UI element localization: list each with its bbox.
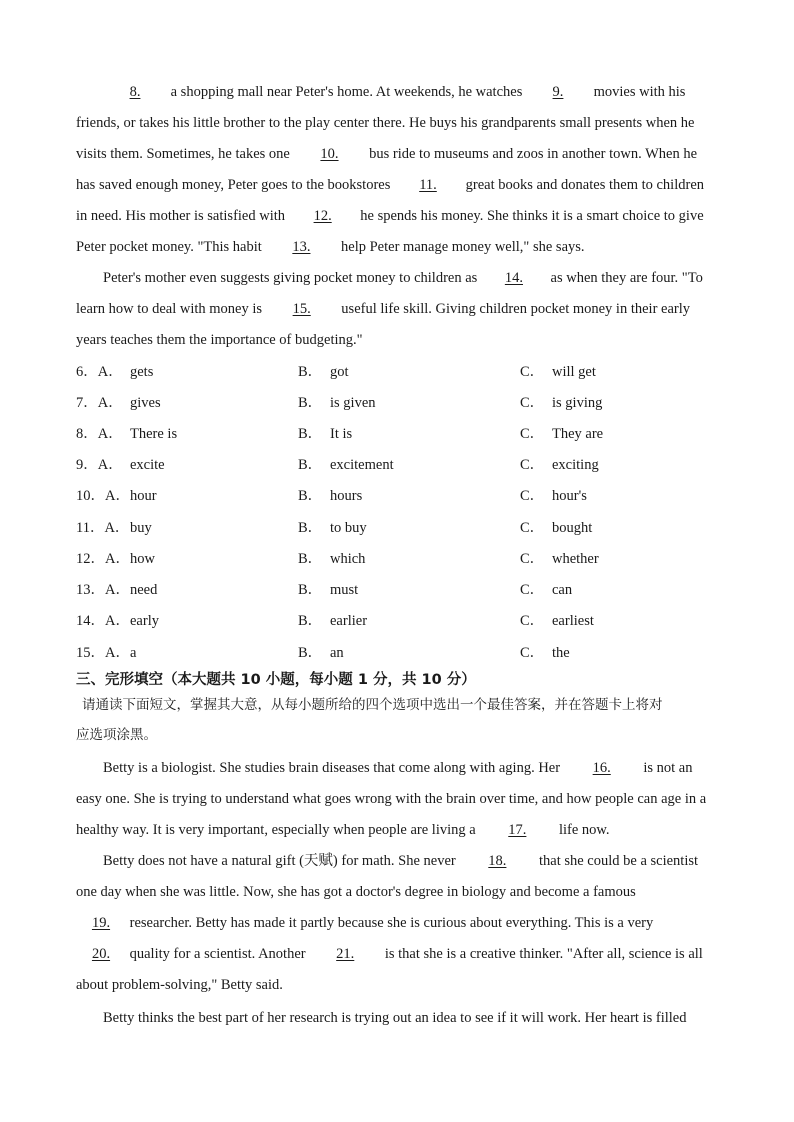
option-c-label: C． <box>520 395 545 411</box>
option-a: gives <box>130 395 161 411</box>
option-num: 6．A． <box>76 364 123 380</box>
passage1-line: 8. a shopping mall near Peter's home. At weekends, he watches 9. movies with his <box>103 82 723 102</box>
option-b: an <box>330 645 344 661</box>
option-b-label: B． <box>298 551 323 567</box>
passage1-line: learn how to deal with money is 15. useful life skill. Giving children pocket money in their early <box>76 301 691 317</box>
blank-20: 20. <box>91 946 111 962</box>
blank-12: 12. <box>313 208 332 224</box>
blank-15: 15. <box>292 301 311 317</box>
option-a: need <box>130 582 158 598</box>
passage2-line: 20. quality for a scientist. Another 21. is that she is a creative thinker. "After all, science is all <box>76 944 726 964</box>
section-heading: 三、完形填空（本大题共 10 小题，每小题 1 分，共 10 分） <box>76 672 476 688</box>
option-a: buy <box>130 520 152 536</box>
blank-18: 18. <box>488 853 507 869</box>
passage2-line: easy one. She is trying to understand what goes wrong with the brain over time, and how people can age in a <box>76 791 707 807</box>
option-num: 11．A． <box>76 520 130 536</box>
option-num: 15．A． <box>76 645 130 661</box>
option-c-label: C． <box>520 520 545 536</box>
passage1-line: Peter pocket money. "This habit 13. help Peter manage money well," she says. <box>76 239 585 255</box>
option-c: can <box>552 582 573 598</box>
instructions-line: 应选项涂黑。 <box>76 727 157 743</box>
option-num: 14．A． <box>76 613 130 629</box>
option-c: bought <box>552 520 593 536</box>
option-b: hours <box>330 488 363 504</box>
passage2-line: Betty thinks the best part of her research is trying out an idea to see if it will work. Her heart is filled <box>103 1010 687 1026</box>
option-b: to buy <box>330 520 367 536</box>
option-b: earlier <box>330 613 368 629</box>
option-c: is giving <box>552 395 603 411</box>
option-c-label: C． <box>520 364 545 380</box>
option-a: gets <box>130 364 154 380</box>
option-a: excite <box>130 457 165 473</box>
option-c-label: C． <box>520 551 545 567</box>
blank-10: 10. <box>320 146 339 162</box>
option-b: It is <box>330 426 353 442</box>
option-c-label: C． <box>520 426 545 442</box>
option-c-label: C． <box>520 582 545 598</box>
passage2-line: healthy way. It is very important, especially when people are living a 17. life now. <box>76 822 610 838</box>
option-b: must <box>330 582 359 598</box>
option-b: which <box>330 551 366 567</box>
option-b-label: B． <box>298 426 323 442</box>
option-num: 12．A． <box>76 551 130 567</box>
passage1-line: years teaches them the importance of budgeting." <box>76 332 363 348</box>
passage1-line: visits them. Sometimes, he takes one 10. bus ride to museums and zoos in another town. When he <box>76 146 698 162</box>
passage2-line: Betty is a biologist. She studies brain diseases that come along with aging. Her 16. is not an <box>103 760 693 776</box>
option-b-label: B． <box>298 520 323 536</box>
option-c-label: C． <box>520 488 545 504</box>
blank-13: 13. <box>292 239 311 255</box>
option-c: whether <box>552 551 599 567</box>
option-c: will get <box>552 364 596 380</box>
blank-11: 11. <box>419 177 437 193</box>
option-b-label: B． <box>298 457 323 473</box>
blank-14: 14. <box>504 270 523 286</box>
option-a: hour <box>130 488 157 504</box>
option-c: hour's <box>552 488 587 504</box>
option-c: the <box>552 645 570 661</box>
blank-19: 19. <box>91 915 111 931</box>
passage1-line: has saved enough money, Peter goes to the bookstores 11. great books and donates them to children <box>76 177 705 193</box>
option-num: 10．A． <box>76 488 130 504</box>
passage2-line: 19. researcher. Betty has made it partly because she is curious about everything. This is a very <box>76 913 726 933</box>
option-b-label: B． <box>298 582 323 598</box>
instructions-line: 请通读下面短文，掌握其大意，从每小题所给的四个选项中选出一个最佳答案，并在答题卡上将对 <box>82 697 663 713</box>
option-num: 9．A． <box>76 457 123 473</box>
blank-21: 21. <box>336 946 355 962</box>
option-b-label: B． <box>298 645 323 661</box>
option-b-label: B． <box>298 395 323 411</box>
passage2-line: about problem-solving," Betty said. <box>76 977 283 993</box>
blank-16: 16. <box>592 760 611 776</box>
passage1-line: in need. His mother is satisfied with 12. he spends his money. She thinks it is a smart choice to give <box>76 208 704 224</box>
option-a: a <box>130 645 137 661</box>
option-b-label: B． <box>298 613 323 629</box>
option-a: early <box>130 613 159 629</box>
option-a: how <box>130 551 155 567</box>
option-c-label: C． <box>520 645 545 661</box>
option-a: There is <box>130 426 178 442</box>
option-b-label: B． <box>298 488 323 504</box>
option-c-label: C． <box>520 457 545 473</box>
passage1-line: Peter's mother even suggests giving pocket money to children as 14. as when they are four. "To <box>103 270 703 286</box>
blank-9: 9. <box>552 84 564 100</box>
option-b: got <box>330 364 349 380</box>
option-c: They are <box>552 426 604 442</box>
passage2-line: one day when she was little. Now, she has got a doctor's degree in biology and become a famous <box>76 884 636 900</box>
option-c: exciting <box>552 457 599 473</box>
blank-17: 17. <box>508 822 527 838</box>
blank-8: 8. <box>129 84 141 100</box>
option-num: 8．A． <box>76 426 123 442</box>
option-num: 13．A． <box>76 582 130 598</box>
passage2-line: Betty does not have a natural gift (天赋) for math. She never 18. that she could be a scientist <box>103 853 699 869</box>
passage1-line: friends, or takes his little brother to the play center there. He buys his grandparents small presents when he <box>76 115 695 131</box>
option-c: earliest <box>552 613 594 629</box>
option-num: 7．A． <box>76 395 123 411</box>
option-c-label: C． <box>520 613 545 629</box>
option-b: is given <box>330 395 376 411</box>
option-b: excitement <box>330 457 394 473</box>
option-b-label: B． <box>298 364 323 380</box>
